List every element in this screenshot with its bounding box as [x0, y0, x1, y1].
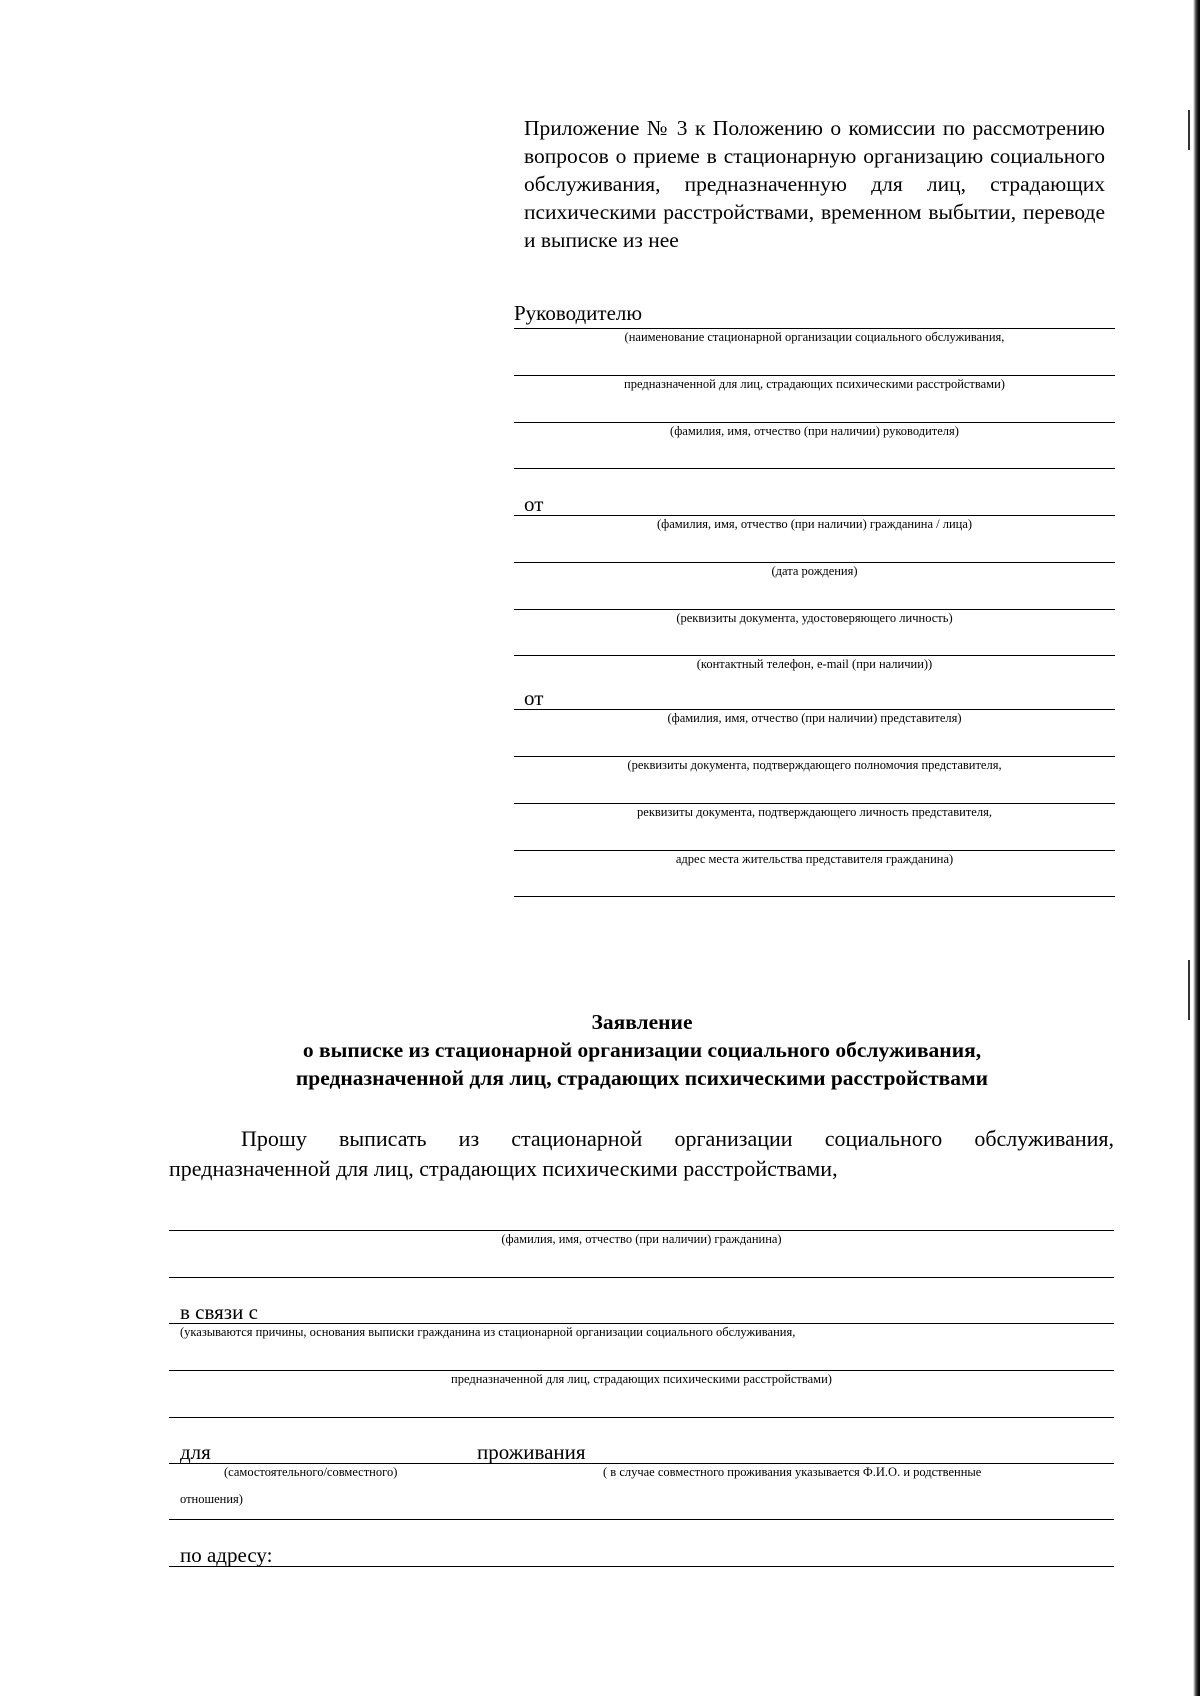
contacts-caption: (контактный телефон, e-mail (при наличии)): [696, 657, 933, 671]
reason-line-3[interactable]: [169, 1417, 1114, 1418]
birth-date-caption: (дата рождения): [771, 564, 858, 578]
head-fio-line[interactable]: [514, 422, 1115, 423]
org-name-line-2[interactable]: [514, 375, 1115, 376]
org-name-caption: (наименование стационарной организации социального обслуживания,: [624, 330, 1005, 344]
joint-living-caption-2: отношения): [180, 1492, 243, 1506]
citizen-fio-line-body-2[interactable]: [169, 1277, 1114, 1278]
reason-caption: (указываются причины, основания выписки гражданина из стационарной организации социального обслуживания,: [180, 1325, 796, 1339]
reason-line[interactable]: [169, 1323, 1114, 1324]
citizen-fio-line-body[interactable]: [169, 1230, 1114, 1231]
rep-authority-line[interactable]: [514, 756, 1115, 757]
head-fio-caption: (фамилия, имя, отчество (при наличии) руководителя): [670, 424, 959, 438]
living-type-caption: (самостоятельного/совместного): [224, 1465, 398, 1479]
scan-edge-mark: [1188, 110, 1190, 150]
citizen-fio-line[interactable]: [514, 515, 1115, 516]
citizen-fio-caption: (фамилия, имя, отчество (при наличии) гражданина / лица): [656, 517, 973, 531]
document-title: Заявление: [591, 1010, 693, 1034]
relationship-line[interactable]: [169, 1519, 1114, 1520]
rep-fio-caption: (фамилия, имя, отчество (при наличии) представителя): [667, 711, 962, 725]
request-text: Прошу выписать из стационарной организации социального обслуживания, предназначенной для лиц, страдающих психическими расстройствами,: [169, 1126, 1114, 1181]
joint-living-caption: ( в случае совместного проживания указывается Ф.И.О. и родственные: [603, 1465, 982, 1479]
reason-line-2[interactable]: [169, 1370, 1114, 1371]
reason-label: в связи с: [180, 1300, 258, 1324]
appendix-note: Приложение № 3 к Положению о комиссии по рассмотрению вопросов о приеме в стационарную организацию социального обслуживания, предназначенную для лиц, страдающих психическими расстройствами, временном выбытии, переводе и выписке из нее: [524, 116, 1105, 252]
head-fio-line-2[interactable]: [514, 468, 1115, 469]
from-representative-label: от: [524, 686, 544, 710]
scan-edge-mark-2: [1188, 960, 1190, 1020]
citizen-fio-caption-body: (фамилия, имя, отчество (при наличии) гражданина): [501, 1232, 782, 1246]
rep-fio-line[interactable]: [514, 709, 1115, 710]
org-name-line[interactable]: [514, 328, 1115, 329]
birth-date-line[interactable]: [514, 562, 1115, 563]
living-type-line[interactable]: [169, 1463, 1114, 1464]
rep-address-line[interactable]: [514, 850, 1115, 851]
for-label: для: [180, 1440, 211, 1464]
rep-address-caption: адрес места жительства представителя гражданина): [675, 852, 954, 866]
document-subtitle-line2: предназначенной для лиц, страдающих психическими расстройствами: [295, 1066, 989, 1090]
address-label: по адресу:: [180, 1543, 273, 1567]
rep-id-line[interactable]: [514, 803, 1115, 804]
contacts-line[interactable]: [514, 655, 1115, 656]
reason-caption-2: предназначенной для лиц, страдающих психическими расстройствами): [451, 1372, 832, 1386]
document-subtitle-line1: о выписке из стационарной организации социального обслуживания,: [302, 1038, 982, 1062]
id-doc-caption: (реквизиты документа, удостоверяющего личность): [676, 611, 953, 625]
to-head-label: Руководителю: [514, 301, 643, 325]
rep-authority-caption: (реквизиты документа, подтверждающего полномочия представителя,: [627, 758, 1002, 772]
scan-edge: [1193, 0, 1200, 1696]
address-line[interactable]: [169, 1566, 1114, 1567]
id-doc-line[interactable]: [514, 609, 1115, 610]
rep-address-line-2[interactable]: [514, 896, 1115, 897]
living-label: проживания: [477, 1440, 586, 1464]
rep-id-caption: реквизиты документа, подтверждающего личность представителя,: [637, 805, 992, 819]
org-name-caption-2: предназначенной для лиц, страдающих психическими расстройствами): [624, 377, 1005, 391]
from-citizen-label: от: [524, 492, 544, 516]
